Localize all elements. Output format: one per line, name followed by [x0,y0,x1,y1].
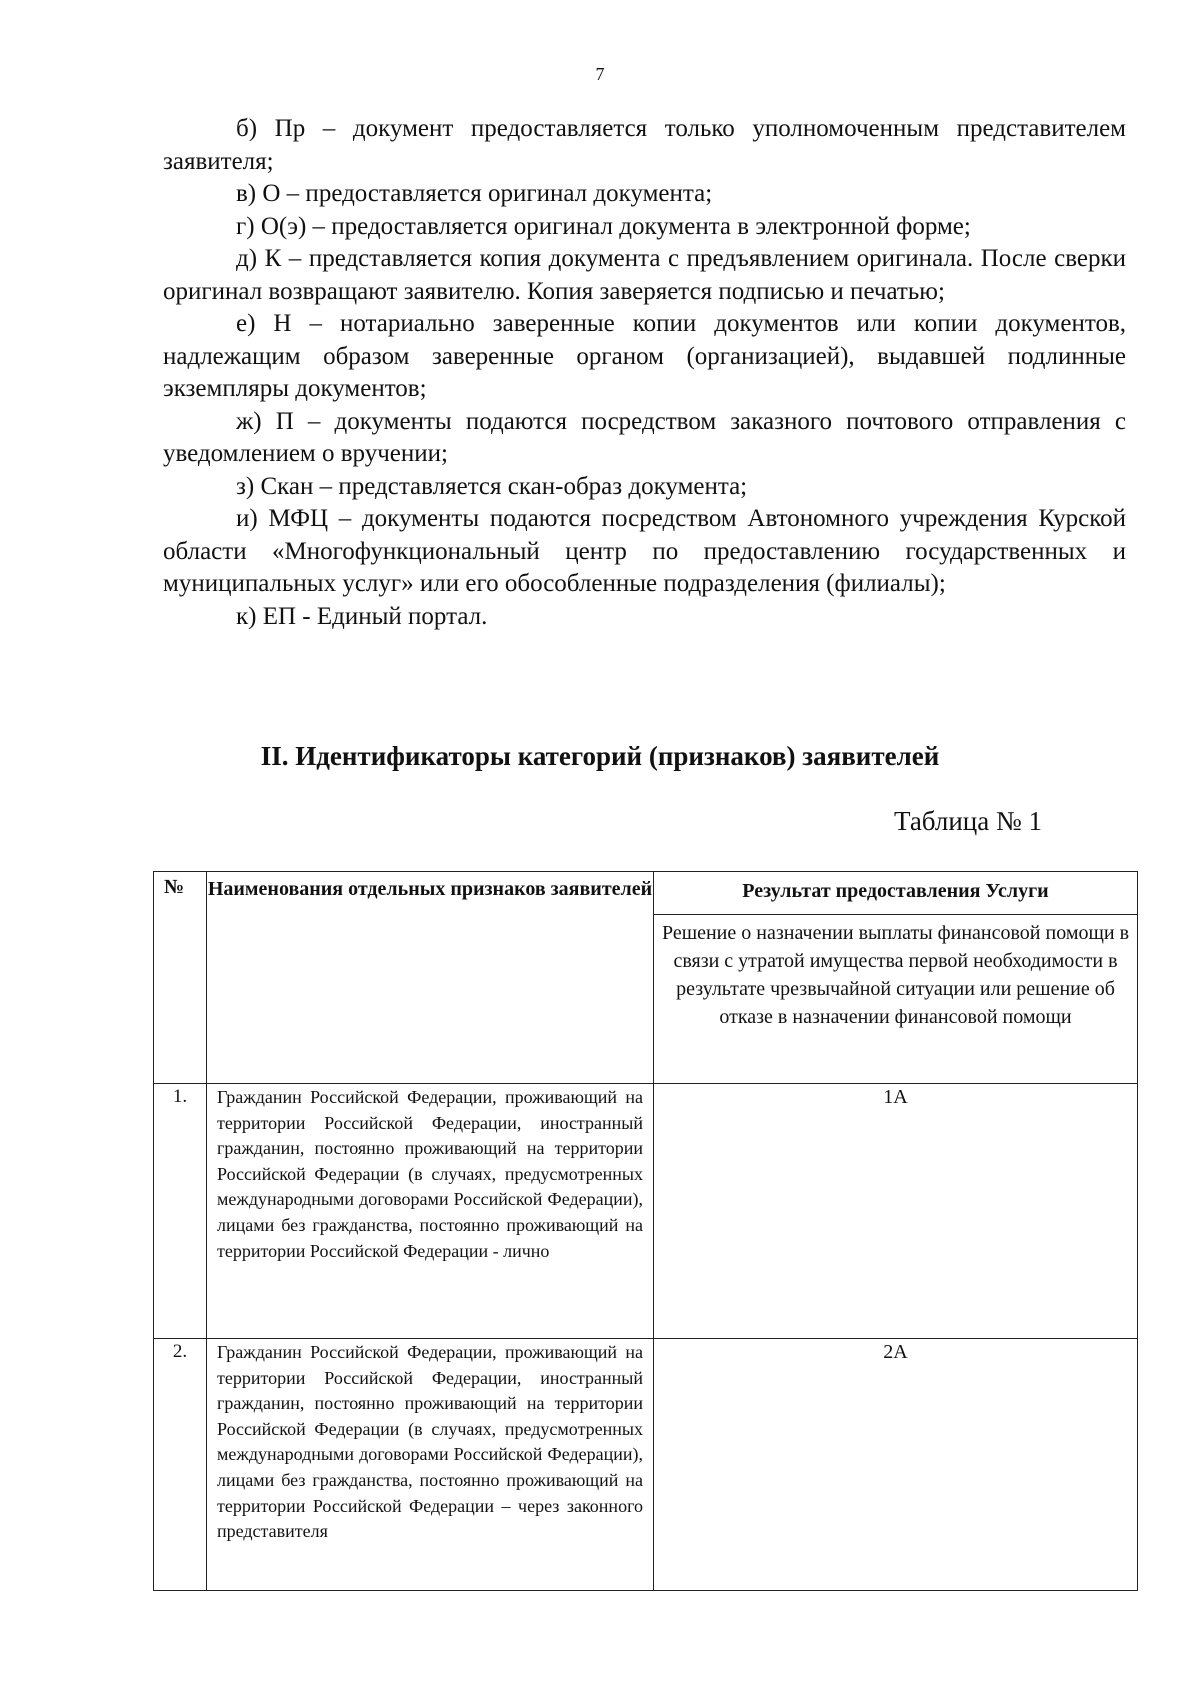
list-item: з) Скан – представляется скан-образ документа; [236,472,748,500]
list-item: б) Пр – документ предоставляется только уполномоченным представителем заявителя; [163,115,1126,175]
row-number: 2. [154,1339,207,1591]
header-result: Результат предоставления Услуги [654,872,1138,915]
header-applicant-features: Наименования отдельных признаков заявителей [207,872,654,1084]
table-row [154,1339,1138,1591]
list-item: д) К – представляется копия документа с предъявлением оригинала. После сверки оригинал возвращают заявителю. Копия заверяется подписью и печатью; [163,245,1126,305]
row-result-code: 2А [654,1339,1138,1591]
section-title: II. Идентификаторы категорий (признаков) заявителей [260,741,940,771]
list-item: к) ЕП - Единый портал. [236,602,488,630]
list-item: и) МФЦ – документы подаются посредством Автономного учреждения Курской области «Многофункциональный центр по предоставлению государственных и муниципальных услуг» или его обособленные подразделения (филиалы); [163,505,1126,597]
result-description: Решение о назначении выплаты финансовой помощи в связи с утратой имущества первой необходимости в результате чрезвычайной ситуации или решение об отказе в назначении финансовой помощи [654,915,1138,1084]
list-item: г) О(э) – предоставляется оригинал документа в электронной форме; [236,212,971,240]
header-number: № [154,872,207,1084]
table-caption: Таблица № 1 [894,806,1042,836]
row-number: 1. [154,1084,207,1339]
row-result-code: 1А [654,1084,1138,1339]
applicant-categories-table [153,871,1138,1591]
list-item: е) Н – нотариально заверенные копии документов или копии документов, надлежащим образом заверенные органом (организацией), выдавшей подлинные экземпляры документов; [163,310,1126,402]
list-item: в) О – предоставляется оригинал документа; [236,180,713,207]
document-type-list [163,113,1126,633]
table-header-row [154,872,1138,915]
row-applicant-text: Гражданин Российской Федерации, проживающий на территории Российской Федерации, иностранный гражданин, постоянно проживающий на территории Российской Федерации (в случаях, предусмотренных международными договорами Российской Федерации), лицами без гражданства, постоянно проживающий на территории Российской Федерации - лично [207,1084,654,1339]
page-number: 7 [595,64,605,84]
table-row [154,1084,1138,1339]
list-item: ж) П – документы подаются посредством заказного почтового отправления с уведомлением о вручении; [163,407,1126,467]
row-applicant-text: Гражданин Российской Федерации, проживающий на территории Российской Федерации, иностранный гражданин, постоянно проживающий на территории Российской Федерации (в случаях, предусмотренных международными договорами Российской Федерации), лицами без гражданства, постоянно проживающий на территории Российской Федерации – через законного представителя [207,1339,654,1591]
